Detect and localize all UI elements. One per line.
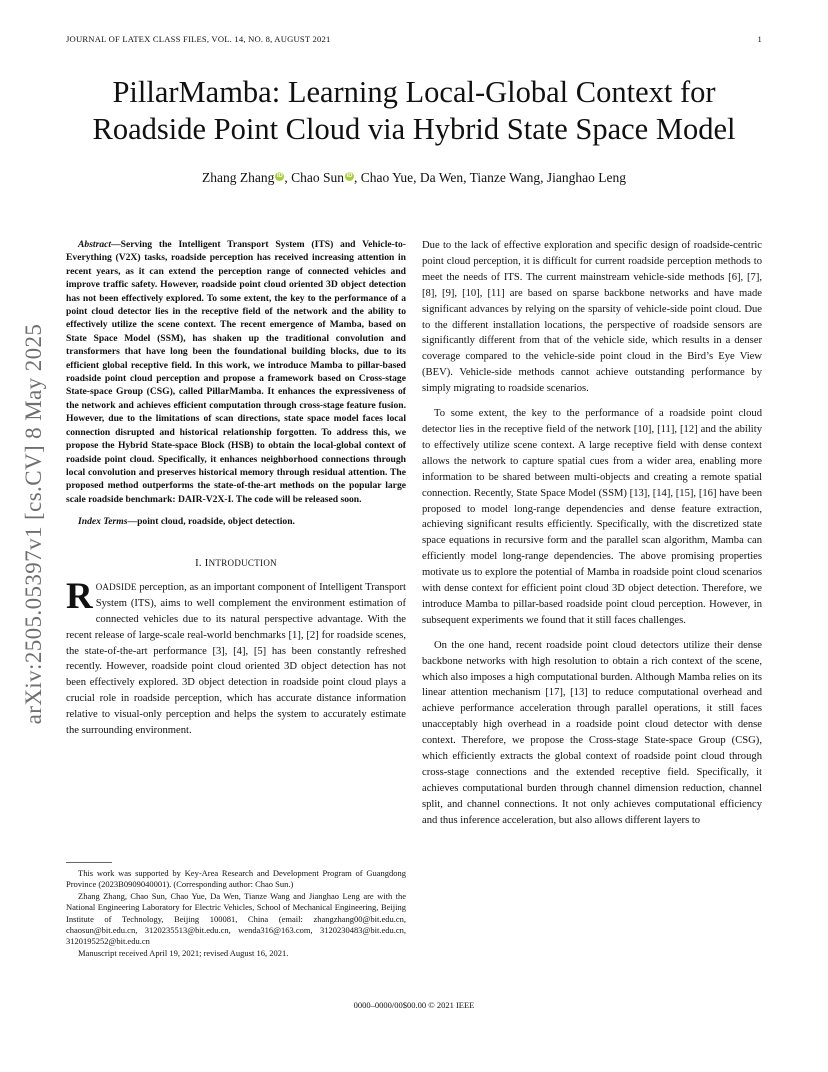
footnote-affiliation: Zhang Zhang, Chao Sun, Chao Yue, Da Wen, Tianze Wang and Jianghao Leng are with the National Engineering Laboratory for Electric Vehicles, School of Mechanical Engineering, Beijing Institute of Technology, Beijing 100081, China (email: zhangzhang00@bit.edu.cn, chaosun@bit.edu.cn, 3120235513@bit.edu.cn, wenda316@163.com, 3120230483@bit.edu.cn, 3120195252@bit.edu.cn	[66, 890, 406, 947]
author-second: , Chao Sun	[284, 170, 344, 185]
abstract	[66, 238, 406, 506]
abstract-text: —Serving the Intelligent Transport System (ITS) and Vehicle-to-Everything (V2X) tasks, roadside perception has received increasing attention in recent years, as it can extend the perception range of connected vehicles and improve traffic safety. However, roadside point cloud oriented 3D object detection has not been effectively explored. To some extent, the key to the performance of a point cloud detector lies in the receptive field of the network and the ability to effectively utilize the scene context. The recent emergence of Mamba, based on State Space Model (SSM), has shaken up the traditional convolution and transformers that have long been the foundational building blocks, due to its efficient global receptive field. In this work, we introduce Mamba to pillar-based roadside point cloud perception and propose a framework based on Cross-stage State-space Group (CSG), called PillarMamba. It enhances the expressiveness of the network and achieves efficient computation through cross-stage feature fusion. However, due to the limitations of scan directions, state space model faces local connection disrupted and historical relationship forgotten. To address this, we propose the Hybrid State-space Block (HSB) to obtain the local-global context of roadside point cloud. Specifically, it enhances neighborhood connections through local convolution and preserves historical memory through residual attention. The proposed method outperforms the state-of-the-art methods on the popular large scale roadside benchmark: DAIR-V2X-I. The code will be released soon.	[66, 239, 406, 505]
intro-text: perception, as an important component of Intelligent Transport System (ITS), aims to well complement the environment estimation of connected vehicles due to its natural perspective advantage. With the recent release of large-scale real-world benchmarks [1], [2] for roadside scenes, the state-of-the-art performance [3], [4], [5] has been constantly refreshed recently. However, roadside point cloud oriented 3D object detection has not been effectively explored. 3D object detection in roadside point cloud plays a crucial role in roadside perception, which has accurate distance information relative to visual-only perception and helps the system to accurately estimate the surrounding environment.	[66, 581, 406, 737]
abstract-label: Abstract	[78, 239, 112, 250]
footnote-received: Manuscript received April 19, 2021; revised August 16, 2021.	[78, 947, 289, 958]
author-list	[40, 170, 788, 186]
index-terms-text: —point cloud, roadside, object detection.	[127, 516, 295, 528]
author-first: Zhang Zhang	[201, 170, 275, 185]
section-heading-introduction	[66, 556, 406, 572]
body-paragraph-3: On the one hand, recent roadside point cloud detectors utilize their dense backbone networks with high resolution to obtain a rich context of the scene, which also imposes a high computational burden. Although Mamba relies on its linear attention mechanism [17], [13] to reduce computational overhead and achieve performance acceleration through parallel operations, it still faces unacceptably high overhead in a roadside point cloud detector with dense context. Therefore, we propose the Cross-stage State-space Group (CSG), which efficiently extracts the global context of roadside point cloud through cross-stage connections and the extended receptive field. Specifically, it achieves computational burden through channel dimension reduction, channel split, and channel connections. It not only achieves computational efficiency and thus inference acceleration, but also allows different layers to	[422, 639, 762, 826]
arxiv-sidebar	[18, 284, 50, 764]
author-rest: , Chao Yue, Da Wen, Tianze Wang, Jianghao Leng	[353, 170, 627, 185]
body-paragraph-1: Due to the lack of effective exploration and specific design of roadside-centric point cloud perception, it is difficult for current roadside perception methods to meet the needs of ITS. The current mainstream vehicle-side methods [6], [7], [8], [9], [10], [11] are based on sparse backbone networks and have made significant advances by relying on the sparsity of vehicle-side point cloud. Due to the different installation locations, the perspective of roadside sensors are significantly different from that of the vehicle side, which results in a denser coverage compared to the vehicle-side point cloud in the Bird’s Eye View (BEV). Vehicle-side methods cannot achieve outstanding performance by simply migrating to roadside scenarios.	[422, 240, 762, 395]
title-line-1: PillarMamba: Learning Local-Global Context for	[112, 75, 716, 109]
section-numeral: I. I	[195, 558, 209, 570]
body-paragraph-2: To some extent, the key to the performance of a roadside point cloud detector lies in the receptive field of the network [10], [11], [12] and the ability to effectively utilize scene context. A large receptive field with dense context allows the network to capture spatial cues from a wider area, enabling more information to be shared between multi-objects and creating a remote spatial connection. Recently, State Space Model (SSM) [13], [14], [15], [16] have been proposed to model long-range dependencies and dense feature extraction, achieving significant results efficiently. Specifically, with the discretized state space equations in recursive form and the parallel scan algorithm, Mamba can efficiently model long-range dependencies. The above promising properties motivate us to explore the potential of Mamba in roadside point cloud scenarios with dense context for efficient point cloud 3D object detection. Therefore, we introduce Mamba to pillar-based roadside point cloud perception. However, in subsequent experiments we found that it still faces challenges.	[422, 408, 762, 626]
intro-paragraph	[66, 575, 406, 739]
footnote-rule	[66, 862, 112, 863]
footnotes	[66, 868, 406, 959]
index-terms	[66, 514, 406, 530]
drop-cap: R	[66, 575, 93, 617]
title-line-2: Roadside Point Cloud via Hybrid State Space Model	[92, 112, 736, 146]
left-column	[66, 238, 406, 739]
running-header: JOURNAL OF LATEX CLASS FILES, VOL. 14, NO. 8, AUGUST 2021	[66, 34, 331, 44]
section-title: NTRODUCTION	[208, 558, 277, 569]
footnote-funding: This work was supported by Key-Area Research and Development Program of Guangdong Province (2023B0909040001). (Corresponding author: Chao Sun.)	[66, 868, 406, 890]
index-terms-label: Index Terms	[78, 516, 128, 528]
intro-caps: OADSIDE	[95, 581, 137, 592]
copyright-line: 0000–0000/00$00.00 © 2021 IEEE	[353, 1000, 475, 1010]
arxiv-identifier: arXiv:2505.05397v1 [cs.CV] 8 May 2025	[21, 323, 46, 725]
orcid-icon[interactable]: iD	[346, 172, 353, 179]
orcid-icon[interactable]: iD	[276, 172, 283, 179]
right-column	[422, 238, 762, 829]
paper-title	[40, 74, 788, 148]
page-number: 1	[757, 34, 762, 44]
